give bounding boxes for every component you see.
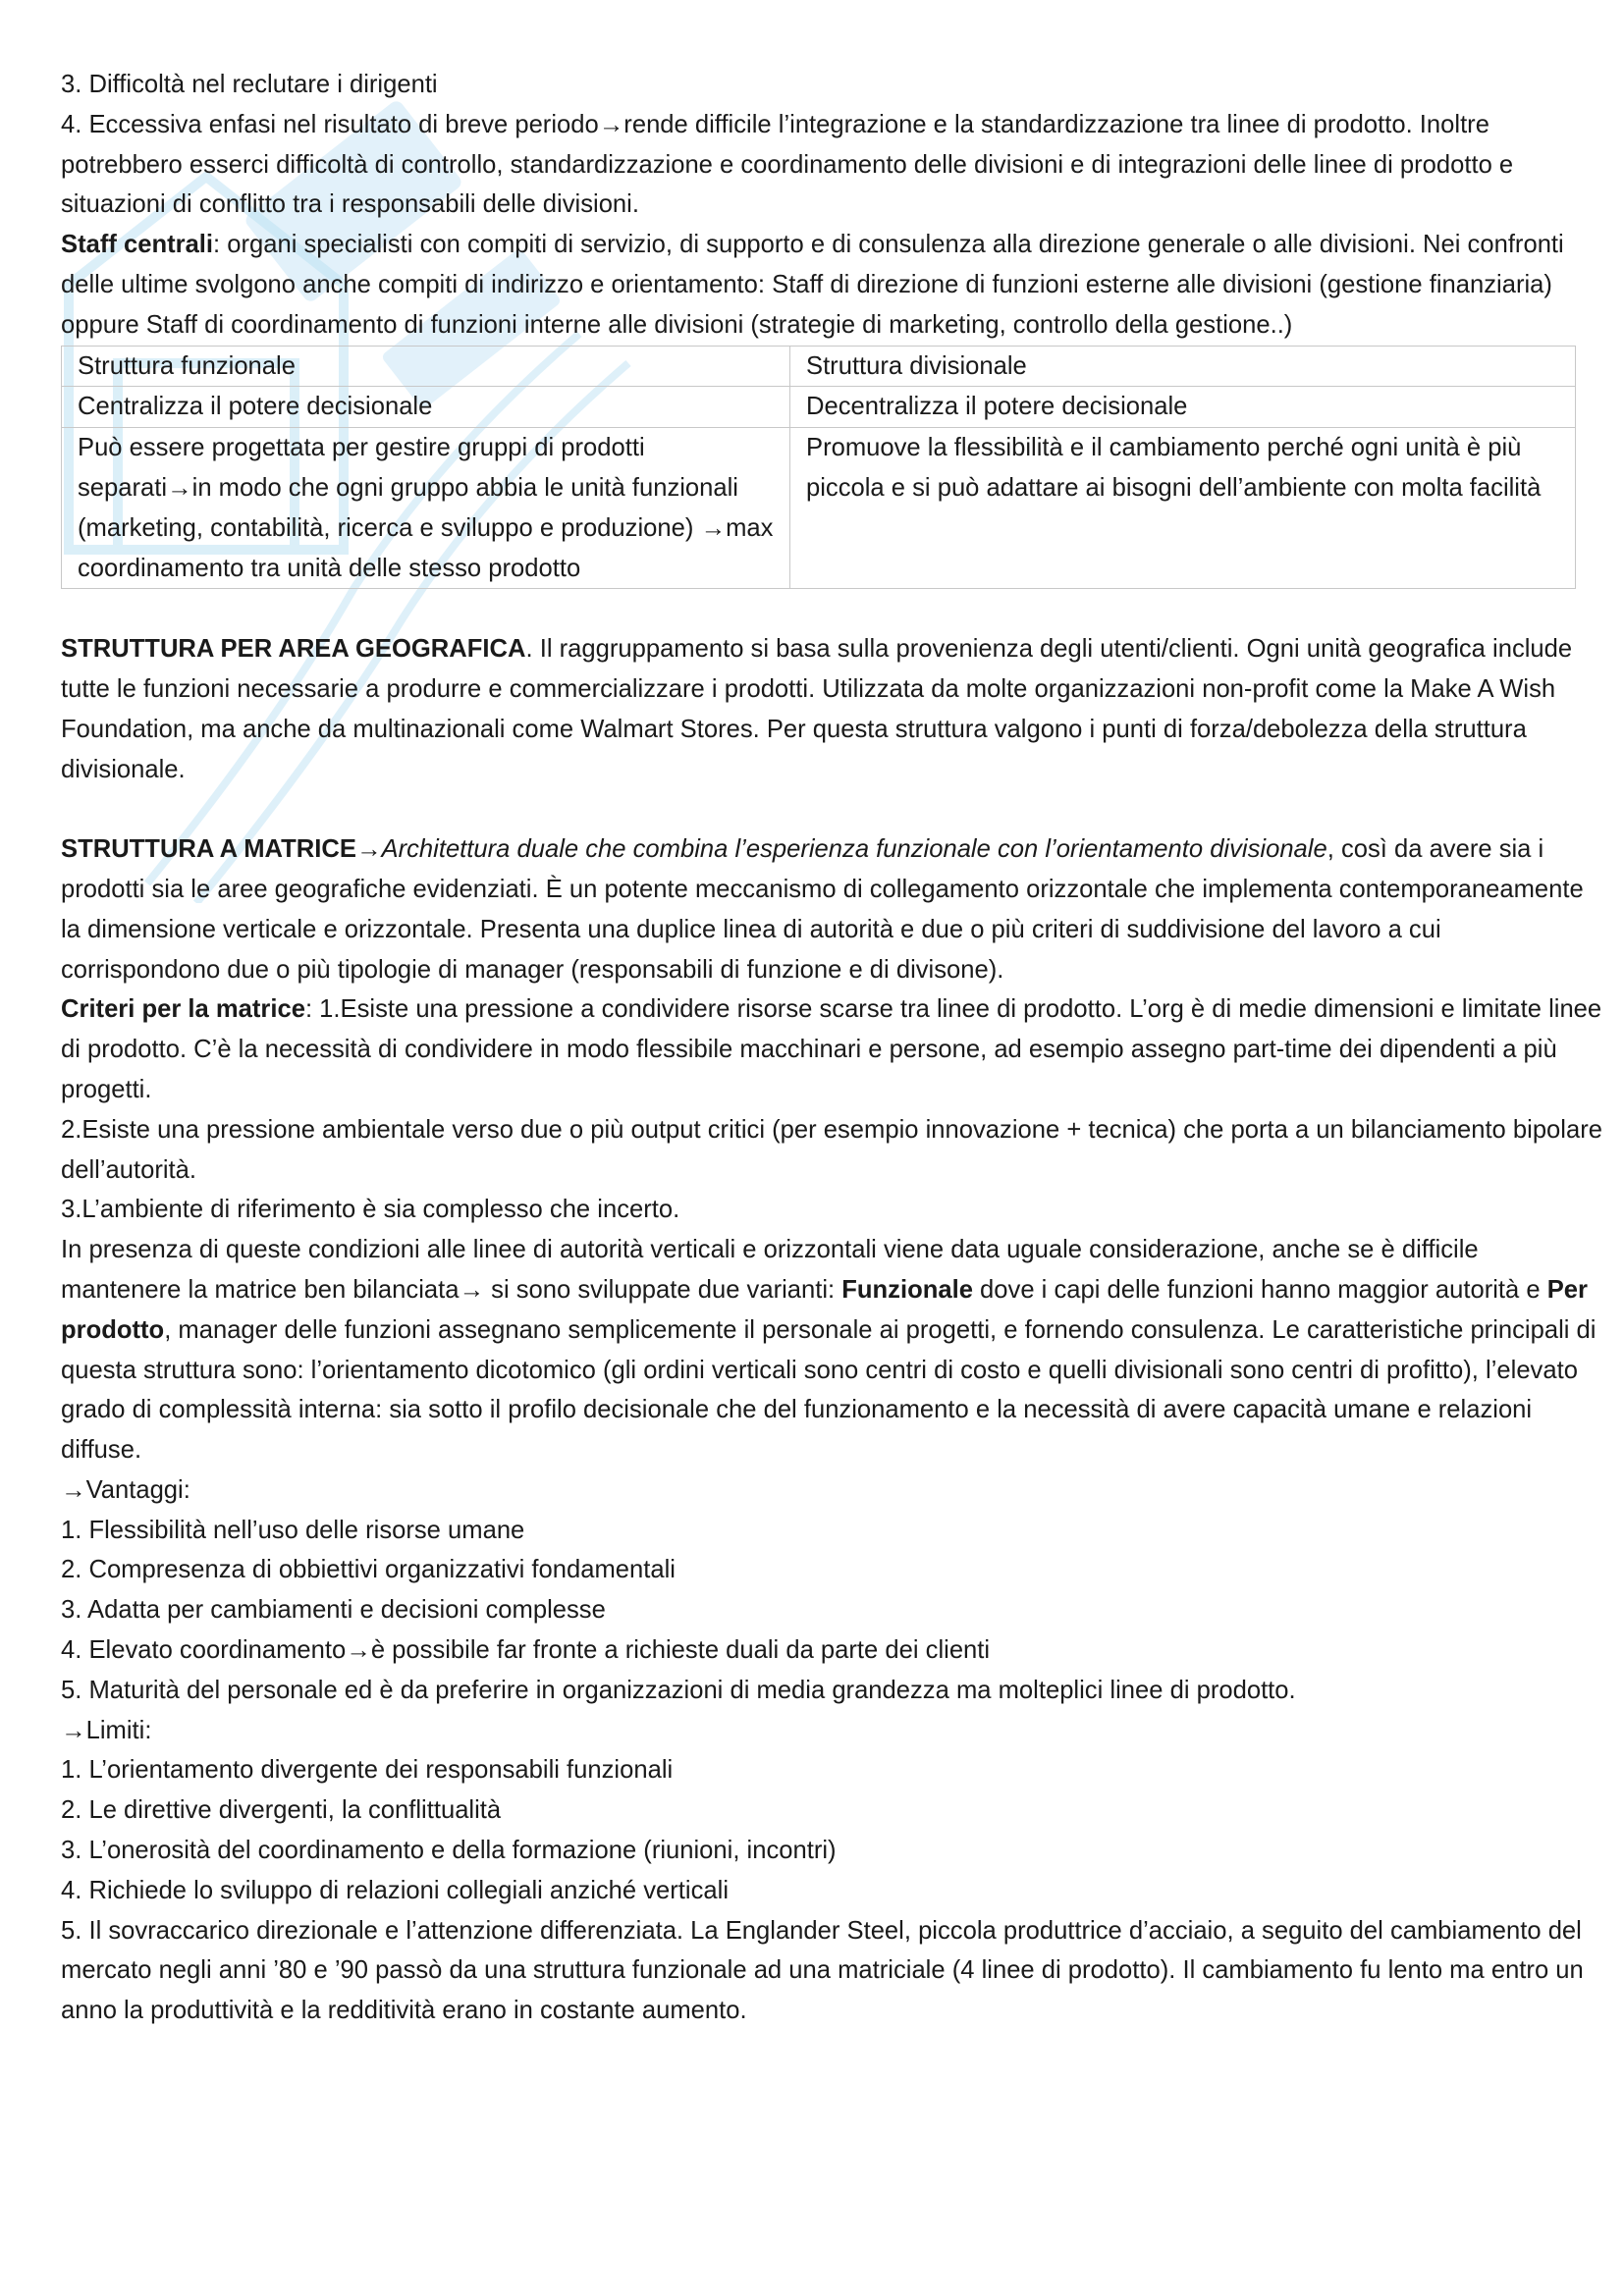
paragraph-difficulty-4: 4. Eccessiva enfasi nel risultato di breve periodo→rende difficile l’integrazione e la standardizzazione tra linee di prodotto. Inoltre potrebbero esserci difficoltà di controllo, standardizzazione e coordinamento delle divisioni e di integrazioni delle linee di prodotto e situazioni di conflitto tra i responsabili delle divisioni. (61, 110, 1514, 219)
table-row (62, 346, 1576, 387)
list-item: 3. L’onerosità del coordinamento e della formazione (riunioni, incontri) (61, 1837, 837, 1865)
list-item: 4. Elevato coordinamento→è possibile far fronte a richieste duali da parte dei clienti (61, 1636, 991, 1665)
paragraph-condizioni (61, 1230, 1604, 1470)
heading-area-geografica: STRUTTURA PER AREA GEOGRAFICA (61, 635, 526, 664)
term-staff-centrali: Staff centrali (61, 231, 214, 259)
matrice-text: , così da avere sia i prodotti sia le aree geografiche evidenziati. È un potente meccanismo di collegamento orizzontale che implementa contemporaneamente la dimensione verticale e orizzontale. Presenta una duplice linea di autorità e due o più criteri di suddivisione del lavoro a cui corrispondono due o più tipologie di manager (responsabili di funzione e di divisone). (61, 835, 1584, 984)
table-cell: Promuove la flessibilità e il cambiamento perché ogni unità è più piccola e si può adattare ai bisogni dell’ambiente con molta facilità (790, 428, 1576, 589)
table-cell: Centralizza il potere decisionale (62, 387, 790, 428)
term-per-prodotto: Per prodotto (61, 1275, 1588, 1344)
heading-limiti: →Limiti: (61, 1716, 152, 1744)
condizioni-text: In presenza di queste condizioni alle linee di autorità verticali e orizzontali viene data uguale considerazione, anche se è difficile mantenere la matrice ben bilanciata→ si sono sviluppate due varianti: (61, 1236, 1479, 1304)
table-cell: Struttura funzionale (62, 346, 790, 387)
paragraph-criteri (61, 989, 1604, 1109)
table-row (62, 428, 1576, 589)
paragraph-difficulty-3: 3. Difficoltà nel reclutare i dirigenti (61, 71, 438, 98)
heading-vantaggi: →Vantaggi: (61, 1475, 190, 1504)
condizioni-text: , manager delle funzioni assegnano semplicemente il personale ai progetti, e fornendo consulenza. Le caratteristiche principali di questa struttura sono: l’orientamento dicotomico (gli ordini verticali sono centri di costo e quelli divisionali sono centri di profitto), l’elevato grado di complessità interna: sia sotto il profilo decisionale che del funzionamento e la necessità di avere capacità umane e relazioni diffuse. (61, 1315, 1597, 1465)
comparison-table (61, 346, 1576, 590)
list-item: 2. Le direttive divergenti, la conflittualità (61, 1796, 502, 1825)
paragraph-area-geografica (61, 629, 1604, 789)
document-page (61, 65, 1604, 2031)
condizioni-text: dove i capi delle funzioni hanno maggior autorità e (972, 1275, 1547, 1304)
arrow-glyph: → (355, 835, 382, 864)
list-item: 5. Il sovraccarico direzionale e l’attenzione differenziata. La Englander Steel, piccola produttrice d’acciaio, a seguito del cambiamento del mercato negli anni ’80 e ’90 passò da una struttura funzionale ad una matriciale (4 linee di prodotto). Il cambiamento fu lento ma entro un anno la produttività e la redditività erano in costante aumento. (61, 1916, 1584, 2025)
term-funzionale: Funzionale (841, 1275, 973, 1304)
table-cell: Struttura divisionale (790, 346, 1576, 387)
staff-centrali-text: : organi specialisti con compiti di servizio, di supporto e di consulenza alla direzione generale o alle divisioni. Nei confronti delle ultime svolgono anche compiti di indirizzo e orientamento: Staff di direzione di funzioni esterne alle divisioni (gestione finanziaria) oppure Staff di coordinamento di funzioni interne alle divisioni (strategie di marketing, controllo della gestione..) (61, 231, 1564, 339)
heading-matrice: STRUTTURA A MATRICE (61, 835, 356, 864)
table-cell: Può essere progettata per gestire gruppi di prodotti separati→in modo che ogni gruppo abbia le unità funzionali (marketing, contabilità, ricerca e sviluppo e produzione) →max coordinamento tra unità delle stesso prodotto (62, 428, 790, 589)
paragraph-criterio-3: 3.L’ambiente di riferimento è sia complesso che incerto. (61, 1196, 680, 1224)
term-criteri: Criteri per la matrice (61, 995, 305, 1024)
criteri-text: : 1.Esiste una pressione a condividere risorse scarse tra linee di prodotto. L’org è di medie dimensioni e limitate linee di prodotto. C’è la necessità di condividere in modo flessibile macchinari e persone, ad esempio assegno part-time dei dipendenti a più progetti. (61, 995, 1602, 1103)
list-item: 2. Compresenza di obbiettivi organizzativi fondamentali (61, 1556, 676, 1584)
matrice-definition: Architettura duale che combina l’esperienza funzionale con l’orientamento divisionale (381, 835, 1327, 864)
paragraph-matrice (61, 829, 1604, 989)
area-geografica-text: . Il raggruppamento si basa sulla provenienza degli utenti/clienti. Ogni unità geografica include tutte le funzioni necessarie a produrre e commercializzare i prodotti. Utilizzata da molte organizzazioni non-profit come la Make A Wish Foundation, ma anche da multinazionali come Walmart Stores. Per questa struttura valgono i punti di forza/debolezza della struttura divisionale. (61, 635, 1573, 783)
list-item: 4. Richiede lo sviluppo di relazioni collegiali anziché verticali (61, 1876, 730, 1904)
paragraph-staff-centrali (61, 225, 1604, 345)
list-item: 3. Adatta per cambiamenti e decisioni complesse (61, 1596, 606, 1625)
list-item: 1. L’orientamento divergente dei responsabili funzionali (61, 1756, 674, 1785)
list-item: 5. Maturità del personale ed è da preferire in organizzazioni di media grandezza ma molteplici linee di prodotto. (61, 1676, 1296, 1704)
table-cell: Decentralizza il potere decisionale (790, 387, 1576, 428)
paragraph-criterio-2: 2.Esiste una pressione ambientale verso due o più output critici (per esempio innovazione + tecnica) che porta a un bilanciamento bipolare dell’autorità. (61, 1115, 1602, 1184)
list-item: 1. Flessibilità nell’uso delle risorse umane (61, 1516, 525, 1544)
table-row (62, 387, 1576, 428)
